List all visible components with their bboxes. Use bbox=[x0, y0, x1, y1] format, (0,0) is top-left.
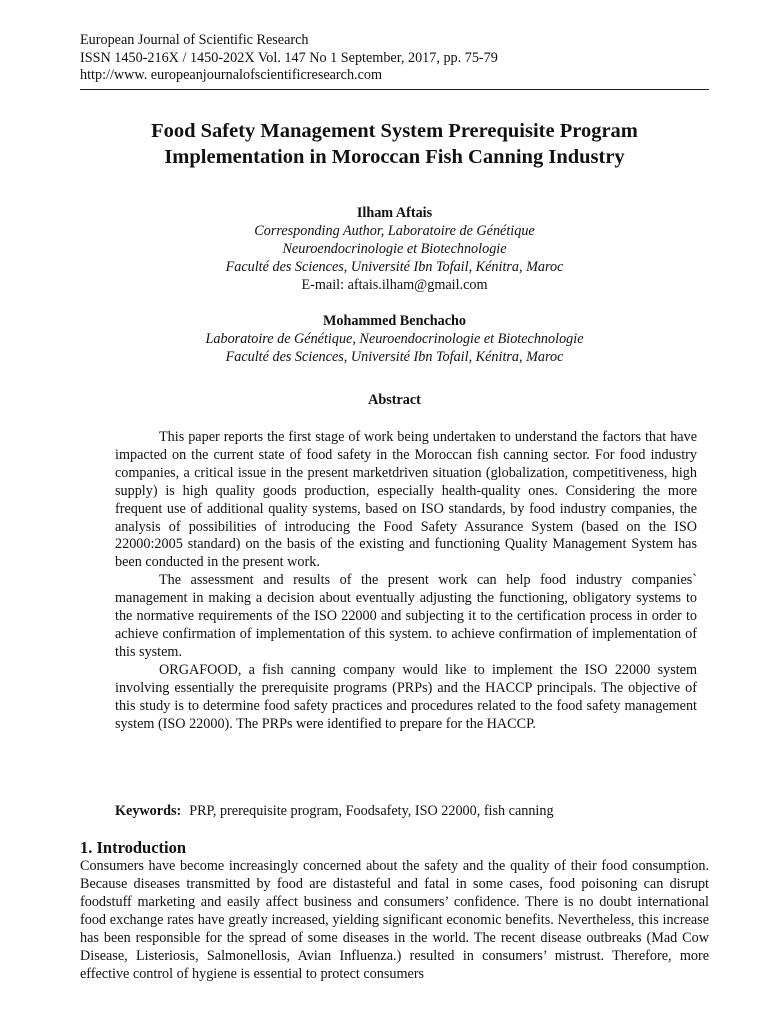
abstract-body bbox=[115, 429, 697, 733]
keywords-text: PRP, prerequisite program, Foodsafety, ISO 22000, fish canning bbox=[189, 803, 554, 819]
journal-header bbox=[80, 32, 710, 85]
abstract-paragraph: The assessment and results of the present work can help food industry companies` management in making a decision about eventually adjusting the functioning, obligatory systems to the normative requirements of the ISO 22000 and subjecting it to the certification process in order to achieve confirmation of implementation of this system. to achieve confirmation of implementation of this system. bbox=[115, 572, 697, 660]
keywords-line bbox=[115, 802, 697, 820]
author-block-2 bbox=[80, 312, 709, 366]
paper-title-line: Food Safety Management System Prerequisite Program bbox=[151, 120, 638, 142]
journal-issn: ISSN 1450-216X / 1450-202X Vol. 147 No 1 September, 2017, pp. 75-79 bbox=[80, 49, 498, 66]
header-divider bbox=[80, 89, 709, 90]
author-name: Ilham Aftais bbox=[356, 205, 433, 221]
journal-url[interactable]: http://www. europeanjournalofscientificresearch.com bbox=[80, 67, 383, 83]
introduction-paragraph: Consumers have become increasingly concerned about the safety and the quality of their food consumption. Because diseases transmitted by food are distasteful and fatal in some cases, food poisoning can disrupt foodstuff marketing and easily affect business and consumers’ confidence. There is no doubt international food exchange rates have greatly increased, yielding significant economic benefits. Nevertheless, this increase has been responsible for the spread of some diseases in the world. The recent disease outbreaks (Mad Cow Disease, Listeriosis, Salmonellosis, Avian Influenza.) resulted in consumers’ mistrust. Therefore, more effective control of hygiene is essential to protect consumers bbox=[80, 858, 709, 982]
paper-title-line: Implementation in Moroccan Fish Canning Industry bbox=[164, 146, 625, 168]
abstract-paragraph: ORGAFOOD, a fish canning company would like to implement the ISO 22000 system involving essentially the prerequisite programs (PRPs) and the HACCP principals. The objective of this study is to determine food safety practices and procedures related to the food safety management system (ISO 22000). The PRPs were identified to prepare for the HACCP. bbox=[115, 661, 697, 732]
author-affiliation: Faculté des Sciences, Université Ibn Tofail, Kénitra, Maroc bbox=[225, 349, 564, 365]
author-name: Mohammed Benchacho bbox=[322, 313, 467, 329]
author-affiliation: Neuroendocrinologie et Biotechnologie bbox=[282, 241, 507, 257]
author-affiliation: Faculté des Sciences, Université Ibn Tofail, Kénitra, Maroc bbox=[225, 259, 564, 275]
keywords-label: Keywords: bbox=[115, 803, 182, 819]
author-email[interactable]: E-mail: aftais.ilham@gmail.com bbox=[301, 277, 488, 293]
introduction-body bbox=[80, 857, 709, 983]
author-affiliation: Laboratoire de Génétique, Neuroendocrinologie et Biotechnologie bbox=[205, 331, 584, 347]
paper-title bbox=[80, 118, 709, 170]
author-block-1 bbox=[80, 204, 709, 294]
section-heading-introduction: 1. Introduction bbox=[80, 838, 187, 857]
journal-name: European Journal of Scientific Research bbox=[80, 32, 309, 48]
abstract-heading: Abstract bbox=[368, 392, 421, 408]
author-affiliation: Corresponding Author, Laboratoire de Génétique bbox=[254, 223, 535, 239]
abstract-paragraph: This paper reports the first stage of work being undertaken to understand the factors that have impacted on the current state of food safety in the Moroccan fish canning sector. For food industry companies, a critical issue in the present marketdriven situation (globalization, competitiveness, high supply) is high quality goods production, especially health-quality ones. Considering the more frequent use of additional quality systems, based on ISO standards, by food industry companies, the analysis of possibilities of introducing the Food Safety Assurance System (based on the ISO 22000:2005 standard) on the basis of the existing and functioning Quality Management System has been conducted in the present work. bbox=[115, 429, 697, 571]
